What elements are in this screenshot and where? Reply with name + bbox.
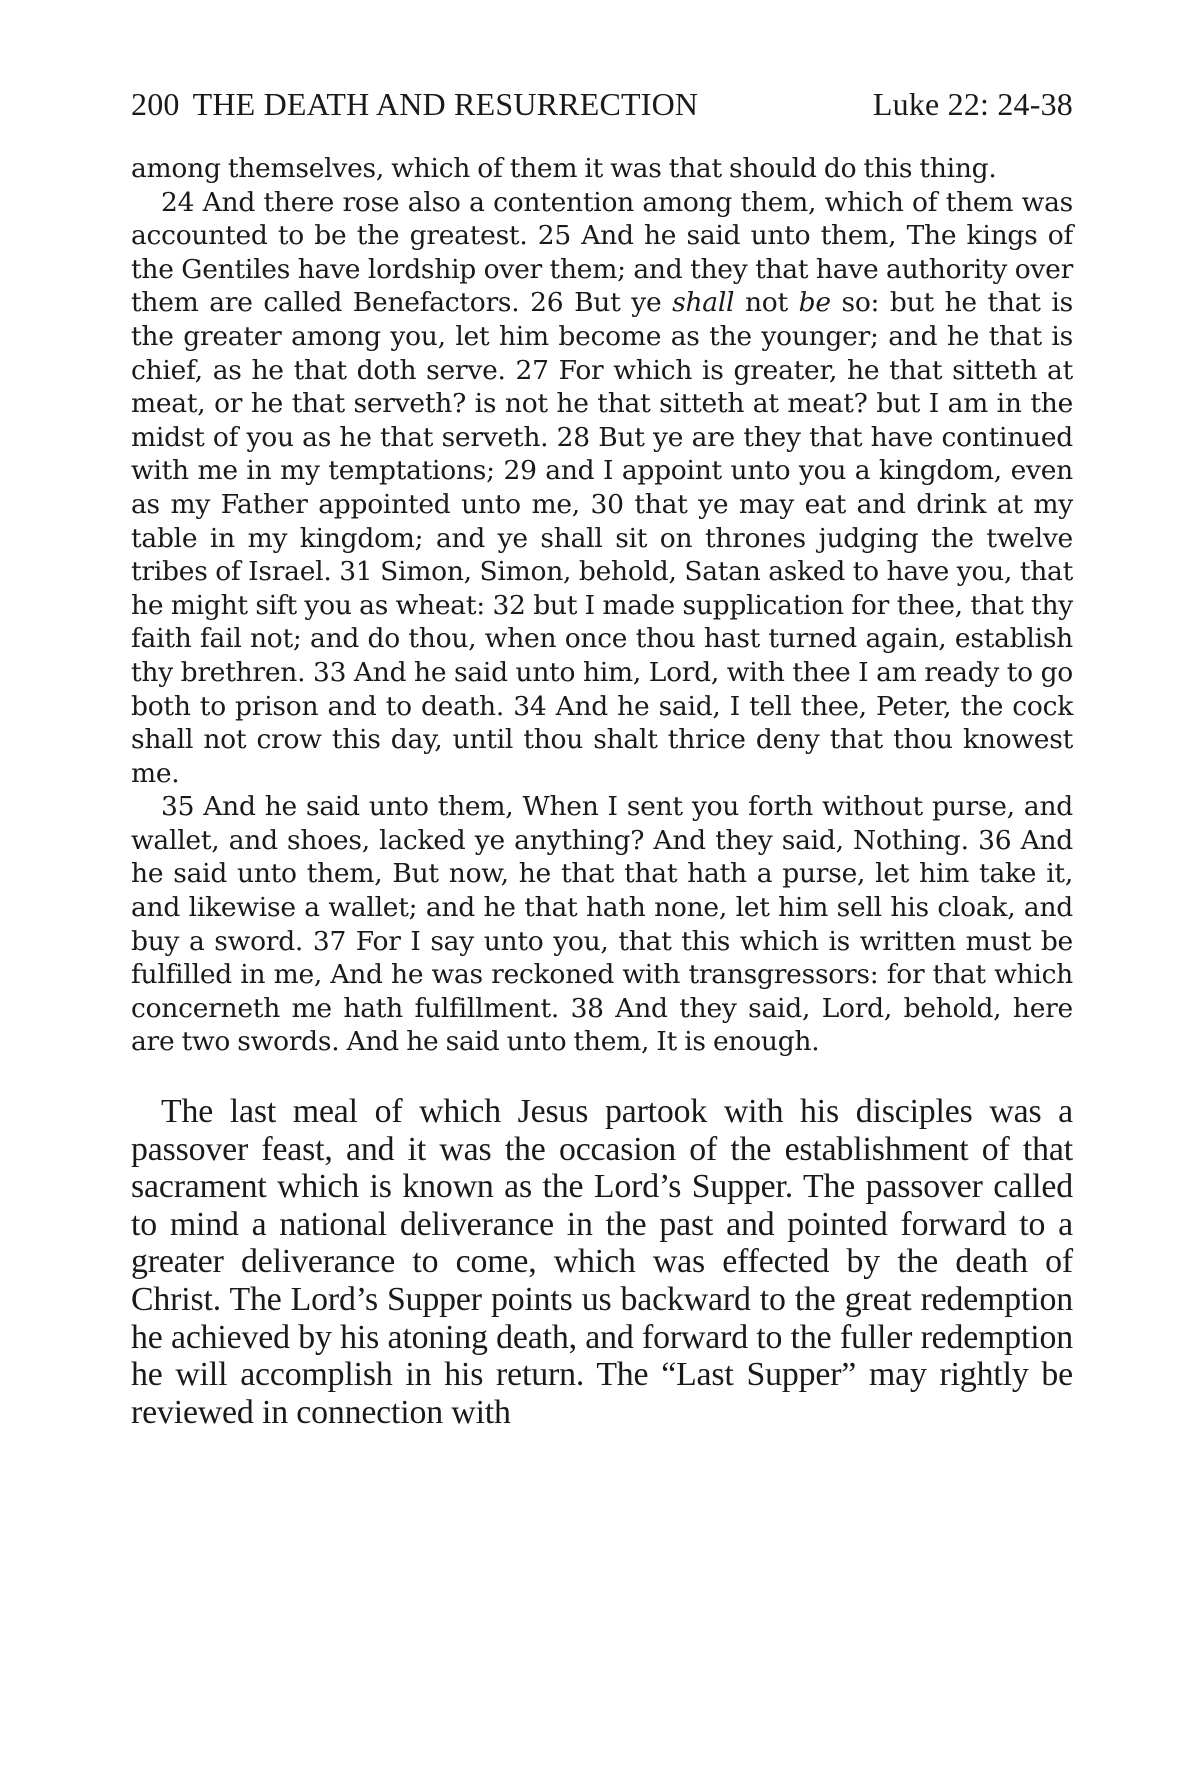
page-number: 200 bbox=[131, 86, 180, 122]
scripture-passage bbox=[131, 152, 1073, 1059]
running-head bbox=[131, 86, 1073, 138]
book-page bbox=[131, 86, 1073, 1431]
commentary-paragraph: The last meal of which Jesus partook with his disciples was a passover feast, and it was the occasion of the establishment of that sacrament which is known as the Lord’s Supper. The passover called to mind a national deliverance in the past and pointed forward to a greater deliverance to come, which was effected by the death of Christ. The Lord’s Supper points us backward to the great redemption he achieved by his atoning death, and forward to the fuller redemption he will accomplish in his return. The “Last Supper” may rightly be reviewed in connection with bbox=[131, 1093, 1073, 1431]
italic-word-shall: shall bbox=[672, 287, 735, 319]
scripture-text: 24 And there rose also a contention among them, which of them was accounted to be the greatest. 25 And he said unto them, The kings of the Gentiles have lordship over them; and they that have authority over them are called Benefactors. 26 But ye bbox=[131, 186, 1073, 319]
running-title: THE DEATH AND RESURRECTION bbox=[192, 86, 699, 122]
scripture-text: not bbox=[734, 287, 799, 319]
scripture-paragraph-continuation: among themselves, which of them it was that should do this thing. bbox=[131, 153, 997, 184]
scripture-paragraph-verses-35-38: 35 And he said unto them, When I sent you forth without purse, and wallet, and shoes, lacked ye anything? And they said, Nothing. 36 And he said unto them, But now, he that that hath a purse, let him take it, and likewise a wallet; and he that hath none, let him sell his cloak, and buy a sword. 37 For I say unto you, that this which is written must be fulfilled in me, And he was reckoned with transgressors: for that which concerneth me hath fulfillment. 38 And they said, Lord, behold, here are two swords. And he said unto them, It is enough. bbox=[131, 791, 1073, 1058]
commentary bbox=[131, 1093, 1073, 1431]
scripture-text: so: but he that is the greater among you, let him become as the younger; and he that is chief, as he that doth serve. 27 For which is greater, he that sitteth at meat, or he that serveth? is not he that sitteth at meat? but I am in the midst of you as he that serveth. 28 But ye are they that have continued with me in my temptations; 29 and I appoint unto you a kingdom, even as my Father appointed unto me, 30 that ye may eat and drink at my table in my kingdom; and ye shall sit on thrones judging the twelve tribes of Israel. 31 Simon, Simon, behold, Satan asked to have you, that he might sift you as wheat: 32 but I made supplication for thee, that thy faith fail not; and do thou, when once thou hast turned again, establish thy brethren. 33 And he said unto him, Lord, with thee I am ready to go both to prison and to death. 34 And he said, I tell thee, Peter, the cock shall not crow this day, until thou shalt thrice deny that thou knowest me. bbox=[131, 287, 1073, 789]
scripture-reference: Luke 22: 24-38 bbox=[872, 86, 1073, 122]
italic-word-be: be bbox=[798, 287, 831, 319]
scripture-paragraph-verses-24-34 bbox=[131, 186, 1073, 791]
